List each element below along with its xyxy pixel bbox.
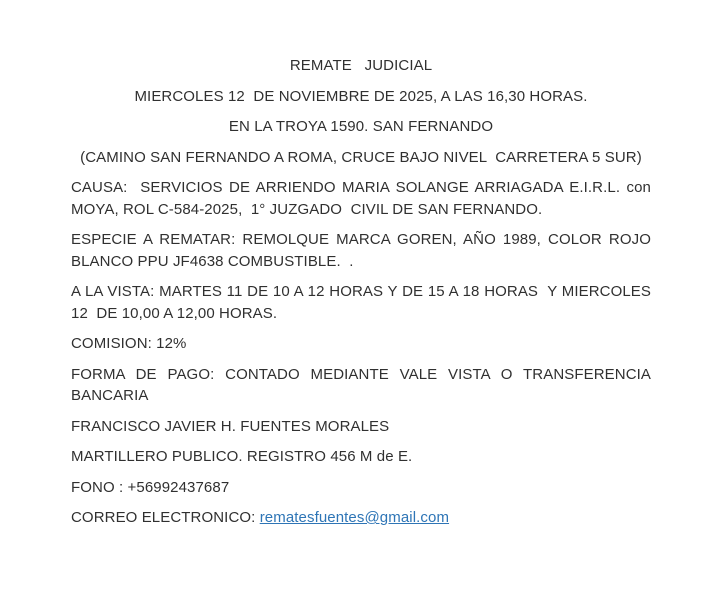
auction-date-line: MIERCOLES 12 DE NOVIEMBRE DE 2025, A LAS 16,30 HORAS. <box>134 87 588 105</box>
auctioneer-name-line: FRANCISCO JAVIER H. FUENTES MORALES <box>71 417 390 435</box>
email-line <box>71 507 651 529</box>
auction-location-line: EN LA TROYA 1590. SAN FERNANDO <box>228 118 494 135</box>
auctioneer-registry-line: MARTILLERO PUBLICO. REGISTRO 456 M de E. <box>71 448 413 465</box>
document-title: REMATE JUDICIAL <box>289 57 433 74</box>
email-link[interactable]: rematesfuentes@gmail.com <box>259 509 450 526</box>
auction-address-line: (CAMINO SAN FERNANDO A ROMA, CRUCE BAJO NIVEL CARRETERA 5 SUR) <box>80 148 642 166</box>
email-label: CORREO ELECTRONICO: <box>71 509 260 526</box>
vista-paragraph: A LA VISTA: MARTES 11 DE 10 A 12 HORAS Y DE 15 A 18 HORAS Y MIERCOLES 12 DE 10,00 A 12,00 HORAS. <box>71 283 656 322</box>
phone-line: FONO : +56992437687 <box>71 478 230 496</box>
comision-paragraph: COMISION: 12% <box>71 335 187 352</box>
causa-paragraph: CAUSA: SERVICIOS DE ARRIENDO MARIA SOLANGE ARRIAGADA E.I.R.L. con MOYA, ROL C-584-2025, 1° JUZGADO CIVIL DE SAN FERNANDO. <box>71 179 656 218</box>
forma-pago-paragraph: FORMA DE PAGO: CONTADO MEDIANTE VALE VISTA O TRANSFERENCIA BANCARIA <box>71 365 656 404</box>
especie-paragraph: ESPECIE A REMATAR: REMOLQUE MARCA GOREN, AÑO 1989, COLOR ROJO BLANCO PPU JF4638 COMBUSTIBLE. . <box>71 231 656 270</box>
